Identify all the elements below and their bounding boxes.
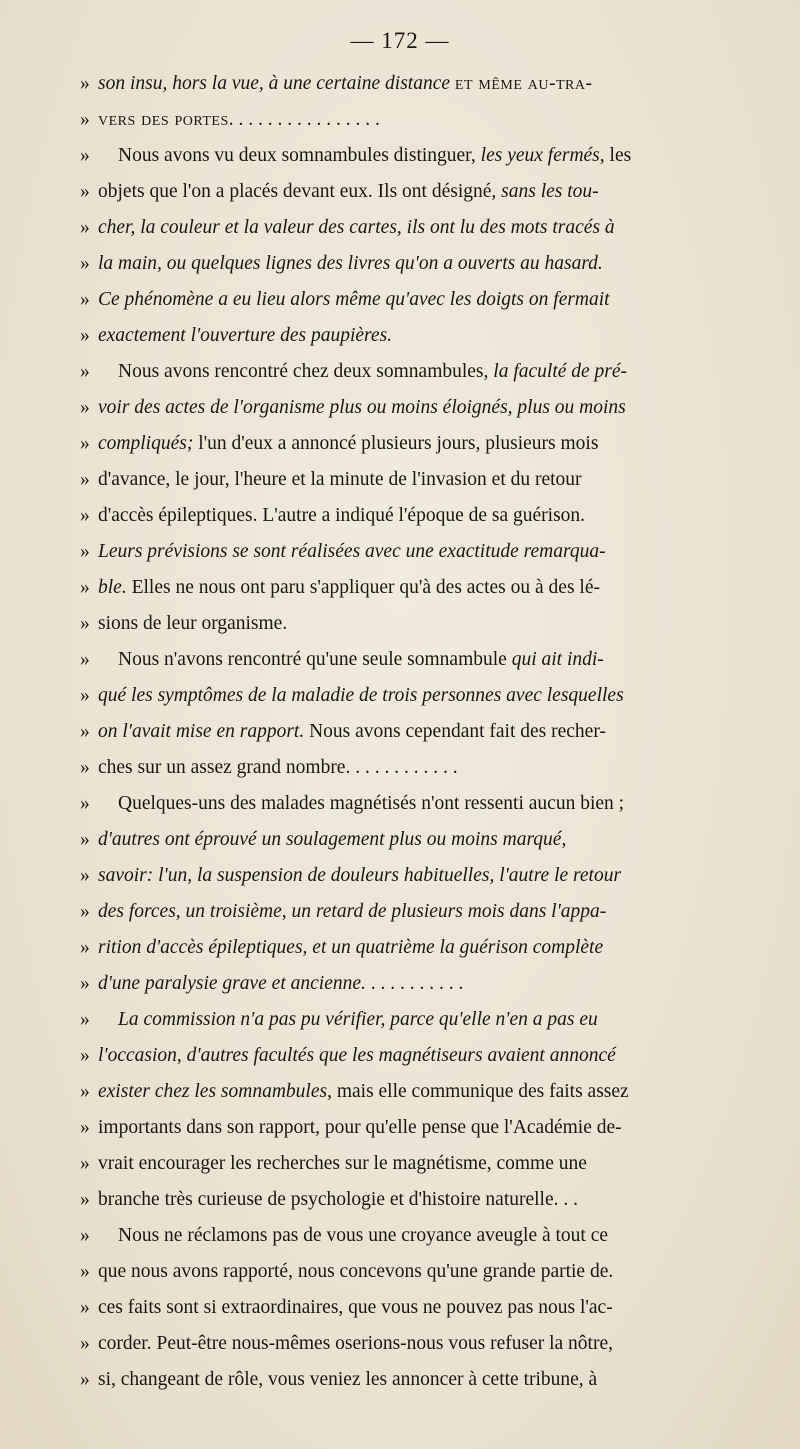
italic-text: qué les symptômes de la maladie de trois personnes avec lesquelles [98,685,624,706]
italic-text: l'occasion, d'autres facultés que les magnétiseurs avaient annoncé [98,1045,616,1066]
quote-mark: » [80,649,90,670]
quote-mark: » [80,1153,90,1174]
quote-mark: » [80,973,90,994]
text-segment: vers des portes [98,109,229,130]
italic-text: rition d'accès épileptiques, et un quatrième la guérison complète [98,937,604,958]
text-line [80,102,728,138]
text-line [80,1182,728,1218]
text-segment: d'avance, le jour, l'heure et la minute de l'invasion et du retour [98,469,582,490]
text-line [80,1038,728,1074]
italic-text: cher, la couleur et la valeur des cartes, ils ont lu des mots tracés à [98,217,615,238]
italic-text: d'autres ont éprouvé un soulagement plus ou moins marqué, [98,829,567,850]
text-segment: vrait encourager les recherches sur le magnétisme, comme une [98,1153,587,1174]
text-segment: Nous avons rencontré chez deux somnambules, [118,361,494,382]
text-segment: , les [599,145,632,166]
text-segment: Nous ne réclamons pas de vous une croyance aveugle à tout ce [118,1225,609,1246]
quote-mark: » [80,793,90,814]
quote-mark: » [80,145,90,166]
quote-mark: » [80,469,90,490]
quote-mark: » [80,1081,90,1102]
italic-text: ble. [98,577,127,598]
italic-text: son insu, hors la vue, à une certaine distance [98,73,455,94]
text-line [80,606,728,642]
text-segment: Nous avons cependant fait des recher- [304,721,606,742]
text-line [80,858,728,894]
text-line [80,642,728,678]
text-line [80,498,728,534]
text-segment: et même au-tra- [454,73,593,94]
quote-mark: » [80,289,90,310]
text-line [80,282,728,318]
quote-mark: » [80,433,90,454]
text-line [80,138,728,174]
text-line [80,930,728,966]
italic-text: Ce phénomène a eu lieu alors même qu'avec les doigts on fermait [98,289,610,310]
text-segment: que nous avons rapporté, nous concevons qu'une grande partie de. [98,1261,614,1282]
text-line [80,1290,728,1326]
text-line [80,390,728,426]
quote-mark: » [80,685,90,706]
quote-mark: » [80,577,90,598]
text-line [80,534,728,570]
quote-mark: » [80,1297,90,1318]
quote-mark: » [80,1369,90,1390]
quote-mark: » [80,1189,90,1210]
italic-text: des forces, un troisième, un retard de plusieurs mois dans l'appa- [98,901,607,922]
text-line [80,1326,728,1362]
quote-mark: » [80,901,90,922]
italic-text: La commission n'a pas pu vérifier, parce qu'elle n'en a pas eu [118,1009,598,1030]
italic-text: on l'avait mise en rapport. [98,721,305,742]
quote-mark: » [80,505,90,526]
text-segment: d'accès épileptiques. L'autre a indiqué l'époque de sa guérison. [98,505,586,526]
italic-text: savoir: l'un, la suspension de douleurs habituelles, l'autre le retour [98,865,622,886]
text-line [80,246,728,282]
italic-text: la main, ou quelques lignes des livres qu'on a ouverts au hasard. [98,253,603,274]
italic-text: voir des actes de l'organisme plus ou moins éloignés, plus ou moins [98,397,626,418]
text-segment: Quelques-uns des malades magnétisés n'ont ressenti aucun bien ; [118,793,625,814]
italic-text: la faculté de pré- [493,361,628,382]
text-segment: . . . . . . . . . . . . . . . . [228,109,380,130]
italic-text: exactement l'ouverture des paupières. [98,325,393,346]
text-line [80,462,728,498]
quote-mark: » [80,325,90,346]
quote-mark: » [80,109,90,130]
text-line [80,1362,728,1398]
quote-mark: » [80,829,90,850]
text-line [80,210,728,246]
text-segment: objets que l'on a placés devant eux. Ils ont désigné, [98,181,502,202]
page-number: — 172 — [350,28,450,53]
text-line [80,66,728,102]
text-segment: l'un d'eux a annoncé plusieurs jours, plusieurs mois [193,433,599,454]
text-segment: sions de leur organisme. [98,613,288,634]
text-line [80,786,728,822]
text-line [80,1002,728,1038]
text-line [80,354,728,390]
text-line [80,570,728,606]
quote-mark: » [80,757,90,778]
text-segment: . . . . . . . . . . [365,973,464,994]
quote-mark: » [80,865,90,886]
quote-mark: » [80,1333,90,1354]
text-line [80,1074,728,1110]
text-line [80,678,728,714]
quote-mark: » [80,541,90,562]
text-line [80,966,728,1002]
quote-mark: » [80,217,90,238]
quote-mark: » [80,613,90,634]
italic-text: sans les tou- [501,181,599,202]
text-line [80,426,728,462]
italic-text: qui ait indi- [511,649,604,670]
text-line [80,318,728,354]
quote-mark: » [80,397,90,418]
italic-text: compliqués; [98,433,194,454]
quote-mark: » [80,1045,90,1066]
quote-mark: » [80,1261,90,1282]
text-segment: Nous n'avons rencontré qu'une seule somnambule [118,649,512,670]
text-line [80,1254,728,1290]
text-segment: ches sur un assez grand nombre. . . . . . . . . . . . [98,757,458,778]
italic-text: exister chez les somnambules [98,1081,328,1102]
text-segment: Nous avons vu deux somnambules distinguer, [118,145,481,166]
italic-text: les yeux fermés [480,145,600,166]
text-line [80,714,728,750]
text-segment: branche très curieuse de psychologie et d'histoire naturelle. . . [98,1189,579,1210]
text-segment: corder. Peut-être nous-mêmes oserions-nous vous refuser la nôtre, [98,1333,613,1354]
text-line [80,750,728,786]
text-segment: , mais elle communique des faits assez [327,1081,629,1102]
italic-text: Leurs prévisions se sont réalisées avec une exactitude remarqua- [98,541,606,562]
text-line [80,822,728,858]
quote-mark: » [80,1009,90,1030]
quote-mark: » [80,181,90,202]
quote-mark: » [80,937,90,958]
quote-mark: » [80,721,90,742]
text-segment: Elles ne nous ont paru s'appliquer qu'à des actes ou à des lé- [126,577,600,598]
text-line [80,894,728,930]
text-line [80,1110,728,1146]
quote-mark: » [80,1225,90,1246]
text-line [80,1218,728,1254]
text-segment: si, changeant de rôle, vous veniez les annoncer à cette tribune, à [98,1369,598,1390]
quote-mark: » [80,73,90,94]
quote-mark: » [80,1117,90,1138]
body-text [80,66,728,1398]
text-line [80,174,728,210]
quote-mark: » [80,361,90,382]
italic-text: d'une paralysie grave et ancienne. [98,973,366,994]
quote-mark: » [80,253,90,274]
text-line [80,1146,728,1182]
text-segment: importants dans son rapport, pour qu'elle pense que l'Académie de- [98,1117,622,1138]
text-segment: ces faits sont si extraordinaires, que vous ne pouvez pas nous l'ac- [98,1297,613,1318]
